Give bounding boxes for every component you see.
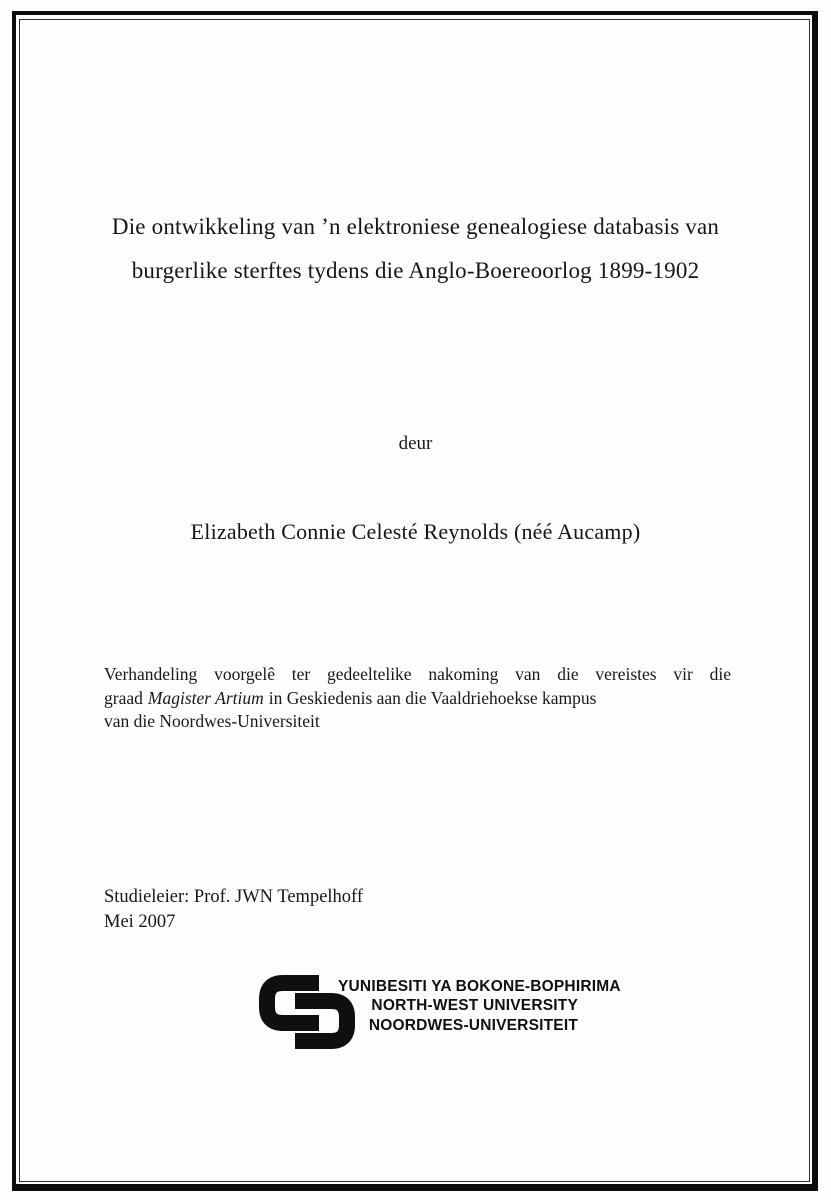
supervisor-date-block <box>104 885 363 935</box>
submission-line3: van die Noordwes-Universiteit <box>104 711 320 731</box>
author-name: Elizabeth Connie Celesté Reynolds (néé Aucamp) <box>190 519 641 544</box>
supervisor-line: Studieleier: Prof. JWN Tempelhoff <box>104 887 364 907</box>
submission-line1: Verhandeling voorgelê ter gedeeltelike nakoming van die vereistes vir die <box>104 664 731 684</box>
university-name-block <box>338 977 621 1035</box>
university-name-setswana: YUNIBESITI YA BOKONE-BOPHIRIMA <box>338 978 621 995</box>
submission-line2-suffix: in Geskiedenis aan die Vaaldriehoekse kampus <box>268 687 597 708</box>
thesis-title-line1: Die ontwikkeling van ’n elektroniese genealogiese databasis van <box>111 214 720 239</box>
submission-statement <box>104 663 731 734</box>
university-name-english: NORTH-WEST UNIVERSITY <box>371 997 578 1015</box>
date-line: Mei 2007 <box>104 912 176 932</box>
byline-label: deur <box>398 433 433 454</box>
submission-line2 <box>104 687 731 711</box>
thesis-title-line2: burgerlike sterftes tydens die Anglo-Boereoorlog 1899-1902 <box>131 258 700 283</box>
university-name-afrikaans: NOORDWES-UNIVERSITEIT <box>368 1016 578 1034</box>
degree-name-italic: Magister Artium <box>147 687 264 708</box>
submission-line2-prefix: graad <box>104 687 143 708</box>
thesis-title <box>50 205 781 293</box>
